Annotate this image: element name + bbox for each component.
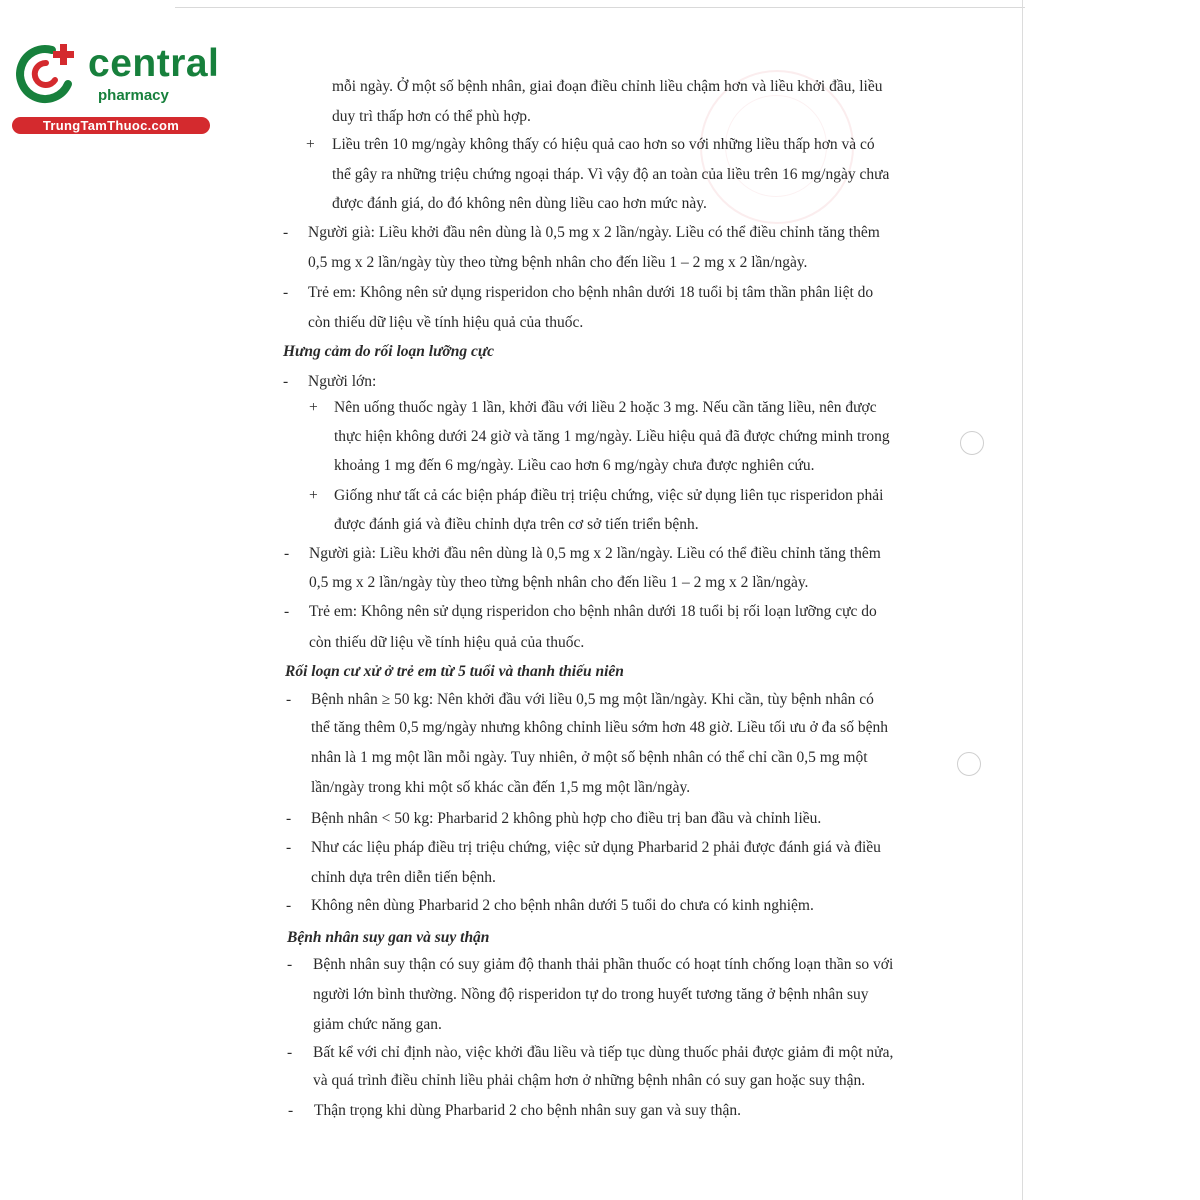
text-line: giảm chức năng gan. (313, 1016, 442, 1033)
plus-marker: + (306, 136, 315, 153)
text-line: 0,5 mg x 2 lần/ngày tùy theo từng bệnh nhân cho đến liều 1 – 2 mg x 2 lần/ngày. (308, 254, 808, 271)
text-line: người lớn bình thường. Nồng độ risperidon tự do trong huyết tương tăng ở bệnh nhân suy (313, 986, 869, 1003)
text-line: Bệnh nhân ≥ 50 kg: Nên khởi đầu với liều 0,5 mg một lần/ngày. Khi cần, tùy bệnh nhân có (311, 691, 874, 708)
dash-marker: - (287, 956, 293, 973)
text-line: còn thiếu dữ liệu về tính hiệu quả của thuốc. (308, 314, 584, 331)
section-heading: Hưng cảm do rối loạn lưỡng cực (283, 343, 494, 360)
text-line: Bệnh nhân suy thận có suy giảm độ thanh thải phần thuốc có hoạt tính chống loạn thần so với (313, 956, 894, 973)
punch-hole (957, 752, 981, 776)
text-line: mỗi ngày. Ở một số bệnh nhân, giai đoạn điều chỉnh liều chậm hơn và liều khởi đầu, liều (332, 78, 883, 95)
plus-marker: + (309, 399, 318, 416)
central-pharmacy-logo[interactable] (10, 38, 220, 138)
section-heading: Bệnh nhân suy gan và suy thận (287, 929, 490, 946)
text-line: Giống như tất cả các biện pháp điều trị triệu chứng, việc sử dụng liên tục risperidon phải (334, 487, 884, 504)
text-line: Trẻ em: Không nên sử dụng risperidon cho bệnh nhân dưới 18 tuổi bị tâm thần phân liệt do (308, 284, 874, 301)
section-heading: Rối loạn cư xử ở trẻ em từ 5 tuổi và thanh thiếu niên (285, 663, 624, 680)
text-line: thực hiện không dưới 24 giờ và tăng 1 mg/ngày. Liều hiệu quả đã được chứng minh trong (334, 428, 890, 445)
dash-marker: - (284, 603, 290, 620)
text-line: 0,5 mg x 2 lần/ngày tùy theo từng bệnh nhân cho đến liều 1 – 2 mg x 2 lần/ngày. (309, 574, 809, 591)
text-line: Người già: Liều khởi đầu nên dùng là 0,5 mg x 2 lần/ngày. Liều có thể điều chỉnh tăng thêm (309, 545, 881, 562)
text-line: Liều trên 10 mg/ngày không thấy có hiệu quả cao hơn so với những liều thấp hơn và có (332, 136, 875, 153)
text-line: còn thiếu dữ liệu về tính hiệu quả của thuốc. (309, 634, 585, 651)
text-line: Như các liệu pháp điều trị triệu chứng, việc sử dụng Pharbarid 2 phải được đánh giá và điều (311, 839, 881, 856)
dash-marker: - (286, 691, 292, 708)
dash-marker: - (283, 224, 289, 241)
dash-marker: - (287, 1044, 293, 1061)
dash-marker: - (286, 897, 292, 914)
text-line: chỉnh dựa trên diễn tiến bệnh. (311, 869, 496, 886)
text-line: và quá trình điều chỉnh liều phải chậm hơn ở những bệnh nhân có suy gan hoặc suy thận. (313, 1072, 866, 1089)
punch-hole (960, 431, 984, 455)
text-line: Bệnh nhân < 50 kg: Pharbarid 2 không phù hợp cho điều trị ban đầu và chỉnh liều. (311, 810, 822, 827)
text-line: duy trì thấp hơn có thể phù hợp. (332, 108, 531, 125)
site-banner: TrungTamThuoc.com (12, 117, 210, 134)
text-line: thể gây ra những triệu chứng ngoại tháp. Vì vậy độ an toàn của liều trên 16 mg/ngày chưa (332, 166, 890, 183)
text-line: nhân là 1 mg một lần mỗi ngày. Tuy nhiên, ở một số bệnh nhân có thể chỉ cần 0,5 mg một (311, 749, 868, 766)
text-line: Không nên dùng Pharbarid 2 cho bệnh nhân dưới 5 tuổi do chưa có kinh nghiệm. (311, 897, 814, 914)
dash-marker: - (286, 839, 292, 856)
text-line: Thận trọng khi dùng Pharbarid 2 cho bệnh nhân suy gan và suy thận. (314, 1102, 742, 1119)
scan-right-edge (1022, 0, 1023, 1200)
dash-marker: - (288, 1102, 294, 1119)
text-line: thể tăng thêm 0,5 mg/ngày nhưng không chỉnh liều sớm hơn 48 giờ. Liều tối ưu ở đa số bệnh (311, 719, 888, 736)
text-line: lần/ngày trong khi một số khác cần đến 1,5 mg một lần/ngày. (311, 779, 691, 796)
dash-marker: - (283, 373, 289, 390)
plus-marker: + (309, 487, 318, 504)
brand-name: central (88, 42, 220, 85)
text-line: Người già: Liều khởi đầu nên dùng là 0,5 mg x 2 lần/ngày. Liều có thể điều chỉnh tăng thêm (308, 224, 880, 241)
text-line: Trẻ em: Không nên sử dụng risperidon cho bệnh nhân dưới 18 tuổi bị rối loạn lưỡng cực do (309, 603, 877, 620)
scan-top-edge (175, 7, 1025, 8)
text-line: được đánh giá, do đó không nên dùng liều cao hơn mức này. (332, 195, 707, 212)
dash-marker: - (284, 545, 290, 562)
text-line: khoảng 1 mg đến 6 mg/ngày. Liều cao hơn 6 mg/ngày chưa được nghiên cứu. (334, 457, 815, 474)
text-line: Bất kể với chỉ định nào, việc khởi đầu liều và tiếp tục dùng thuốc phải được giảm đi một nửa, (313, 1044, 894, 1061)
dash-marker: - (283, 284, 289, 301)
dash-marker: - (286, 810, 292, 827)
text-line: Nên uống thuốc ngày 1 lần, khởi đầu với liều 2 hoặc 3 mg. Nếu cần tăng liều, nên được (334, 399, 877, 416)
brand-subtitle: pharmacy (98, 87, 169, 104)
text-line: được đánh giá và điều chỉnh dựa trên cơ sở tiến triển bệnh. (334, 516, 699, 533)
pharmacy-cross-logo-icon (10, 38, 80, 108)
text-line: Người lớn: (308, 373, 377, 390)
